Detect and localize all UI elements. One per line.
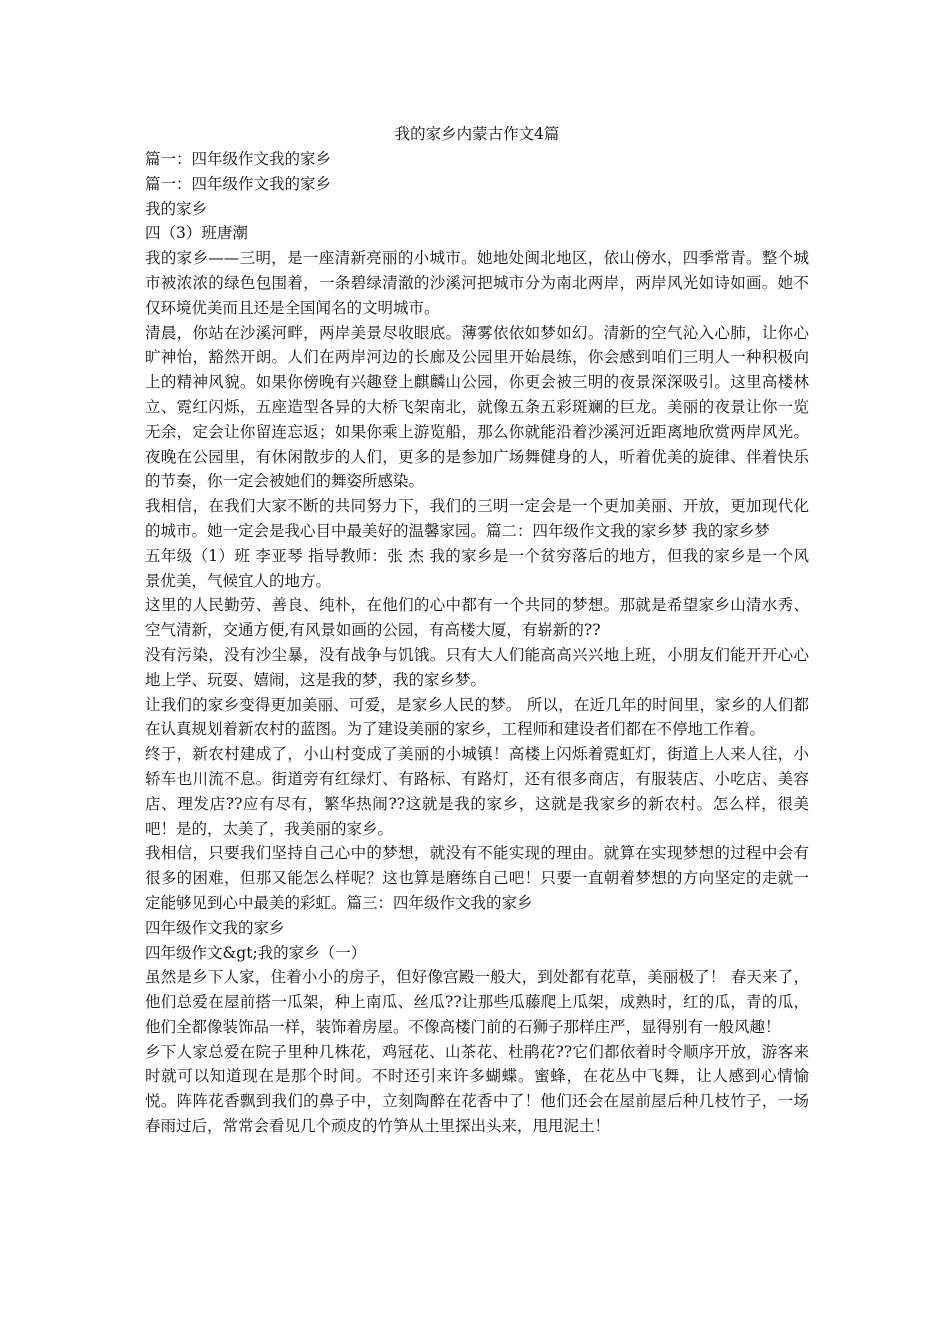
paragraph: 四年级作文&gt;我的家乡（一）	[145, 943, 367, 962]
document-page	[145, 123, 809, 1139]
paragraph: 让我们的家乡变得更加美丽、可爱，是家乡人民的梦。 所以，在近几年的时间里，家乡的人们都在认真规划着新农村的蓝图。为了建设美丽的家乡，工程师和建设者们都在不停地工作着。	[145, 695, 809, 739]
paragraph: 乡下人家总爱在院子里种几株花，鸡冠花、山茶花、杜鹃花??它们都依着时令顺序开放，游客来时就可以知道现在是那个时间。不时还引来许多蝴蝶。蜜蜂，在花丛中飞舞，让人感到心情愉悦。阵阵花香飘到我们的鼻子中，立刻陶醉在花香中了！他们还会在屋前屋后种几枝竹子，一场春雨过后，常常会看见几个顽皮的竹笋从土里探出头来，甩甩泥土！	[145, 1042, 809, 1136]
paragraph: 五年级（1）班 李亚琴 指导教师：张 杰 我的家乡是一个贫穷落后的地方，但我的家乡是一个风景优美，气候宜人的地方。	[145, 546, 809, 590]
paragraph: 这里的人民勤劳、善良、纯朴，在他们的心中都有一个共同的梦想。那就是希望家乡山清水秀、空气清新，交通方便,有风景如画的公园，有高楼大厦，有崭新的??	[145, 596, 809, 640]
paragraph: 终于，新农村建成了，小山村变成了美丽的小城镇！高楼上闪烁着霓虹灯，街道上人来人往，小轿车也川流不息。街道旁有红绿灯、有路标、有路灯，还有很多商店，有服装店、小吃店、美容店、理发店??应有尽有，繁华热闹??这就是我的家乡，这就是我家乡的新农村。怎么样，很美吧！是的，太美了，我美丽的家乡。	[145, 745, 809, 838]
paragraph: 篇一：四年级作文我的家乡	[145, 174, 332, 193]
paragraph: 我相信，只要我们坚持自己心中的梦想，就没有不能实现的理由。就算在实现梦想的过程中会有很多的困难，但那又能怎么样呢？这也算是磨练自己吧！只要一直朝着梦想的方向坚定的走就一定能够见到心中最美的彩虹。篇三：四年级作文我的家乡	[145, 844, 809, 912]
paragraph: 虽然是乡下人家，住着小小的房子，但好像宫殿一般大，到处都有花草，美丽极了！ 春天来了，他们总爱在屋前搭一瓜架，种上南瓜、丝瓜??让那些瓜藤爬上瓜架，成熟时，红的瓜，青的瓜，他们全都像装饰品一样，装饰着房屋。不像高楼门前的石狮子那样庄严，显得别有一般风趣！	[145, 968, 809, 1036]
paragraph: 四（3）班唐潮	[145, 224, 248, 243]
paragraph: 篇一：四年级作文我的家乡	[145, 150, 332, 168]
document-title: 我的家乡内蒙古作文4篇	[394, 125, 560, 143]
paragraph: 没有污染，没有沙尘暴，没有战争与饥饿。只有大人们能高高兴兴地上班，小朋友们能开开心心地上学、玩耍、嬉闹，这是我的梦，我的家乡梦。	[145, 645, 809, 689]
paragraph: 清晨，你站在沙溪河畔，两岸美景尽收眼底。薄雾依依如梦如幻。清新的空气沁入心肺，让你心旷神怡，豁然开朗。人们在两岸河边的长廊及公园里开始晨练，你会感到咱们三明人一种积极向上的精神风貌。如果你傍晚有兴趣登上麒麟山公园，你更会被三明的夜景深深吸引。这里高楼林立、霓红闪烁，五座造型各异的大桥飞架南北，就像五条五彩斑斓的巨龙。美丽的夜景让你一览无余，定会让你留连忘返；如果你乘上游览船，那么你就能沿着沙溪河近距离地欣赏两岸风光。夜晚在公园里，有休闲散步的人们，更多的是参加广场舞健身的人，听着优美的旋律、伴着快乐的节奏，你一定会被她们的舞姿所感染。	[145, 323, 809, 491]
paragraph: 我的家乡	[145, 199, 208, 218]
paragraph: 我的家乡——三明，是一座清新亮丽的小城市。她地处闽北地区，依山傍水，四季常青。整个城市被浓浓的绿色包围着，一条碧绿清澈的沙溪河把城市分为南北两岸，两岸风光如诗如画。她不仅环境优美而且还是全国闻名的文明城市。	[145, 249, 809, 317]
paragraph: 我相信，在我们大家不断的共同努力下，我们的三明一定会是一个更加美丽、开放，更加现代化的城市。她一定会是我心目中最美好的温馨家园。篇二：四年级作文我的家乡梦 我的家乡梦	[145, 497, 809, 540]
paragraph: 四年级作文我的家乡	[145, 918, 285, 937]
